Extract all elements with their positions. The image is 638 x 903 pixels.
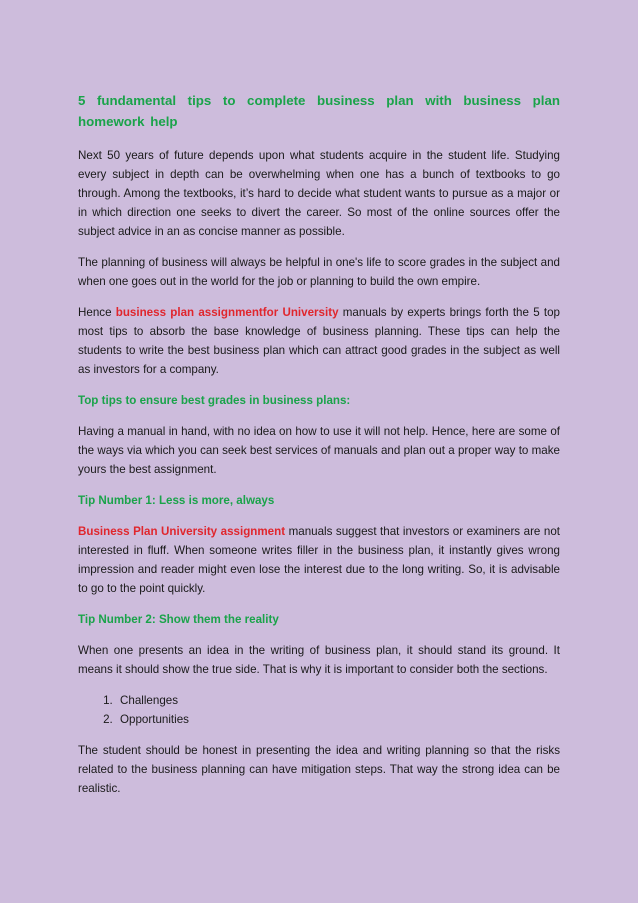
heading-tip-1: Tip Number 1: Less is more, always	[78, 494, 275, 507]
paragraph-manuals-suffix: manuals by experts brings forth the 5 top most tips to absorb the base knowledge of business planning. These tips can help the students to write the best business plan which can attract good grades in the subject as well as investors for a company.	[78, 306, 561, 376]
paragraph-manuals-prefix: Hence	[78, 306, 116, 319]
paragraph-tip-1	[78, 522, 560, 598]
heading-tip-2: Tip Number 2: Show them the reality	[78, 613, 279, 626]
sections-list	[78, 691, 560, 729]
paragraph-honest: The student should be honest in presenting the idea and writing planning so that the risks related to the business planning can have mitigation steps. That way the strong idea can be realistic.	[78, 744, 560, 795]
business-plan-assignment-link[interactable]: business plan assignmentfor University	[115, 306, 339, 319]
paragraph-intro: Next 50 years of future depends upon what students acquire in the student life. Studying every subject in depth can be overwhelming when one has a bunch of textbooks to go through. Among the textbooks, it’s hard to decide what student wants to pursue as a major or in which direction one seeks to divert the career. So most of the online sources offer the subject advice in an as concise manner as possible.	[78, 149, 560, 238]
list-item: 2. Opportunities	[116, 710, 560, 729]
paragraph-manual-in-hand: Having a manual in hand, with no idea on how to use it will not help. Hence, here are some of the ways via which you can seek best services of manuals and plan out a proper way to make yours the best assignment.	[78, 425, 560, 476]
document-title: 5 fundamental tips to complete business plan with business plan homework help	[78, 93, 560, 129]
paragraph-manuals	[78, 303, 560, 379]
paragraph-tip-2: When one presents an idea in the writing of business plan, it should stand its ground. It means it should show the true side. That is why it is important to consider both the sections.	[78, 644, 560, 676]
business-plan-university-assignment-link[interactable]: Business Plan University assignment	[78, 525, 286, 538]
paragraph-tip-1-suffix: manuals suggest that investors or examiners are not interested in fluff. When someone writes filler in the business plan, it instantly gives wrong impression and reader might even lose the interest due to the long writing. So, it is advisable to go to the point quickly.	[78, 525, 561, 595]
heading-top-tips: Top tips to ensure best grades in business plans:	[78, 394, 351, 407]
paragraph-planning: The planning of business will always be helpful in one's life to score grades in the subject and when one goes out in the world for the job or planning to build the own empire.	[78, 256, 560, 288]
list-item: 1. Challenges	[116, 691, 560, 710]
